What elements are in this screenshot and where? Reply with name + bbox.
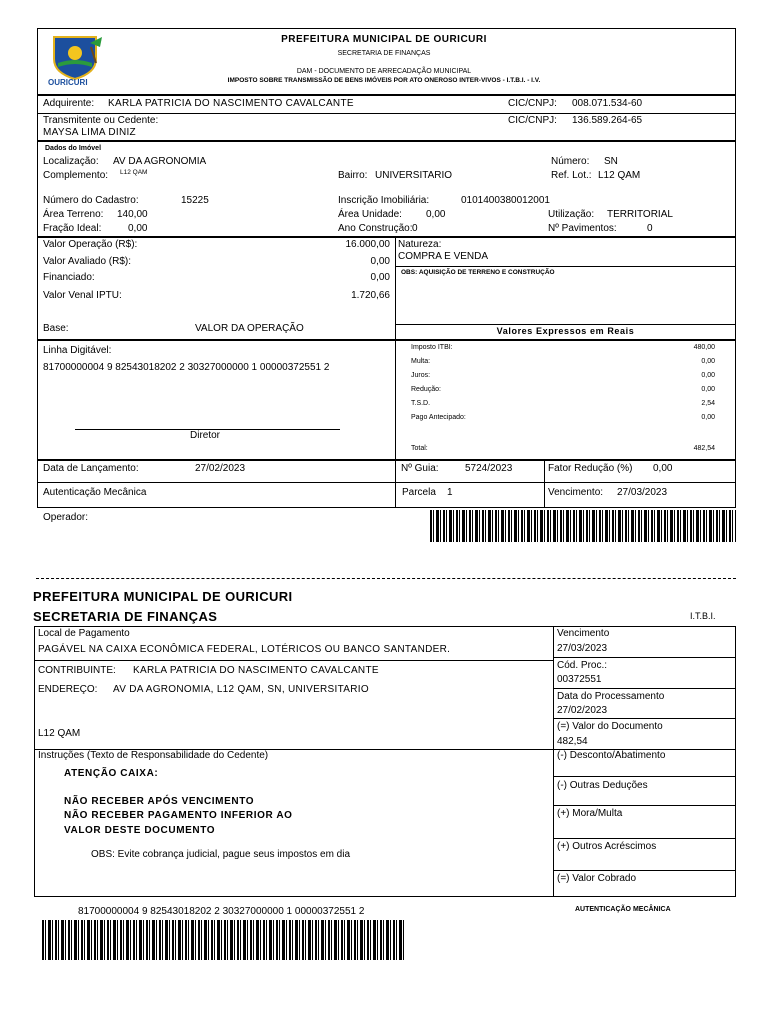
bairro-value: UNIVERSITARIO: [375, 170, 453, 181]
pavimentos-label: Nº Pavimentos:: [548, 223, 617, 234]
fator-label: Fator Redução (%): [548, 463, 633, 474]
slip-linha-digitavel: 81700000004 9 82543018202 2 30327000000 1 00000372551 2: [78, 906, 365, 917]
fracao-value: 0,00: [128, 223, 148, 234]
complemento-value: L12 QAM: [120, 169, 148, 176]
ano-value: 0: [412, 223, 418, 234]
venal-label: Valor Venal IPTU:: [43, 290, 122, 301]
slip-data-proc-value: 27/02/2023: [557, 705, 608, 716]
inscricao-value: 0101400380012001: [461, 195, 550, 206]
transmitente-label: Transmitente ou Cedente:: [43, 115, 159, 126]
tax-value-multa: 0,00: [701, 358, 715, 365]
natureza-label: Natureza:: [398, 239, 442, 250]
adquirente-label: Adquirente:: [43, 98, 95, 109]
localizacao-label: Localização:: [43, 156, 99, 167]
slip-cobrado: (=) Valor Cobrado: [557, 873, 637, 884]
ref-lot-value: L12 QAM: [598, 170, 641, 181]
numero-value: SN: [604, 156, 618, 167]
inscricao-label: Inscrição Imobiliária:: [338, 195, 430, 206]
tax-value-itbi: 480,00: [693, 344, 715, 351]
linha-label: Linha Digitável:: [43, 345, 112, 356]
tax-label-antecipado: Pago Antecipado:: [411, 414, 466, 421]
slip-deducoes: (-) Outras Deduções: [557, 780, 648, 791]
parcela-label: Parcela: [402, 487, 436, 498]
guia-value: 5724/2023: [465, 463, 513, 474]
slip-autenticacao: AUTENTICAÇÃO MECÂNICA: [575, 906, 671, 913]
obs-text: OBS: AQUISIÇÃO DE TERRENO E CONSTRUÇÃO: [401, 269, 555, 276]
tax-label-tsd: T.S.D.: [411, 400, 431, 407]
imovel-section-title: Dados do Imóvel: [45, 145, 102, 152]
valor-avaliado-label: Valor Avaliado (R$):: [43, 256, 132, 267]
area-unidade-value: 0,00: [426, 209, 446, 220]
valor-avaliado: 0,00: [370, 256, 390, 267]
valor-operacao-label: Valor Operação (R$):: [43, 239, 138, 250]
cut-line: [36, 578, 736, 579]
financiado-value: 0,00: [370, 272, 390, 283]
slip-nao-receber-1: NÃO RECEBER APÓS VENCIMENTO: [64, 796, 255, 807]
tax-label-itbi: Imposto ITBI:: [411, 344, 453, 351]
cadastro-label: Número do Cadastro:: [43, 195, 139, 206]
total-value: 482,54: [693, 445, 715, 452]
slip-valor-doc-value: 482,54: [557, 736, 588, 747]
linha-code: 81700000004 9 82543018202 2 30327000000 1 00000372551 2: [43, 362, 330, 373]
barcode-bottom: [42, 920, 404, 960]
numero-label: Número:: [551, 156, 590, 167]
tax-value-juros: 0,00: [701, 372, 715, 379]
logo-text: OURICURI: [48, 78, 88, 87]
municipality-title: PREFEITURA MUNICIPAL DE OURICURI: [281, 34, 487, 45]
slip-municipality: PREFEITURA MUNICIPAL DE OURICURI: [33, 589, 293, 604]
vencimento-label: Vencimento:: [548, 487, 604, 498]
slip-mora: (+) Mora/Multa: [557, 808, 623, 819]
slip-cod-label: Cód. Proc.:: [557, 660, 608, 671]
natureza-value: COMPRA E VENDA: [398, 251, 489, 262]
slip-contribuinte-label: CONTRIBUINTE:: [38, 665, 116, 676]
dam-subtitle: DAM - DOCUMENTO DE ARRECADAÇÃO MUNICIPAL: [296, 68, 472, 75]
adquirente-cpf: 008.071.534-60: [572, 98, 643, 109]
slip-local-label: Local de Pagamento: [38, 628, 130, 639]
ano-label: Ano Construção:: [338, 223, 413, 234]
fracao-label: Fração Ideal:: [43, 223, 102, 234]
slip-compl: L12 QAM: [38, 728, 81, 739]
parcela-value: 1: [447, 487, 453, 498]
autenticacao-label: Autenticação Mecânica: [43, 487, 147, 498]
secretariat-title: SECRETARIA DE FINANÇAS: [337, 50, 431, 57]
utilizacao-value: TERRITORIAL: [607, 209, 673, 220]
transmitente-cpf: 136.589.264-65: [572, 115, 643, 126]
area-terreno-label: Área Terreno:: [43, 209, 104, 220]
slip-nao-receber-2: NÃO RECEBER PAGAMENTO INFERIOR AO: [64, 810, 293, 821]
slip-obs: OBS: Evite cobrança judicial, pague seus impostos em dia: [91, 849, 351, 860]
slip-contribuinte-value: KARLA PATRICIA DO NASCIMENTO CAVALCANTE: [133, 665, 379, 676]
pavimentos-value: 0: [647, 223, 653, 234]
financiado-label: Financiado:: [43, 272, 95, 283]
valor-operacao: 16.000,00: [345, 239, 390, 250]
total-label: Total:: [411, 445, 428, 452]
slip-acrescimos: (+) Outros Acréscimos: [557, 841, 657, 852]
utilizacao-label: Utilização:: [548, 209, 595, 220]
cadastro-value: 15225: [181, 195, 209, 206]
slip-atencao: ATENÇÃO CAIXA:: [64, 768, 159, 779]
slip-venc-value: 27/03/2023: [557, 643, 608, 654]
valores-expressos-title: Valores Expressos em Reais: [496, 326, 635, 336]
diretor-label: Diretor: [190, 430, 221, 441]
tax-label-reducao: Redução:: [411, 386, 441, 393]
area-terreno-value: 140,00: [117, 209, 148, 220]
transmitente-cpf-label: CIC/CNPJ:: [508, 115, 557, 126]
lancamento-label: Data de Lançamento:: [43, 463, 139, 474]
bairro-label: Bairro:: [338, 170, 368, 181]
tax-label-juros: Juros:: [411, 372, 431, 379]
base-label: Base:: [43, 323, 69, 334]
fator-value: 0,00: [653, 463, 673, 474]
lancamento-value: 27/02/2023: [195, 463, 246, 474]
base-value: VALOR DA OPERAÇÃO: [195, 323, 304, 334]
slip-valor-doc-label: (=) Valor do Documento: [557, 721, 663, 732]
tax-label-multa: Multa:: [411, 358, 431, 365]
slip-itbi: I.T.B.I.: [690, 611, 716, 621]
complemento-label: Complemento:: [43, 170, 109, 181]
slip-secretariat: SECRETARIA DE FINANÇAS: [33, 609, 218, 624]
ref-lot-label: Ref. Lot.:: [551, 170, 592, 181]
guia-label: Nº Guia:: [401, 463, 439, 474]
tax-value-antecipado: 0,00: [701, 414, 715, 421]
slip-data-proc-label: Data do Processamento: [557, 691, 665, 702]
barcode-top: [430, 510, 736, 542]
slip-local-value: PAGÁVEL NA CAIXA ECONÔMICA FEDERAL, LOTÉRICOS OU BANCO SANTANDER.: [38, 644, 451, 655]
dam-tax-description: IMPOSTO SOBRE TRANSMISSÃO DE BENS IMÓVEIS POR ATO ONEROSO INTER-VIVOS - I.T.B.I. - I.V.: [227, 77, 541, 84]
venal-value: 1.720,66: [351, 290, 390, 301]
tax-value-reducao: 0,00: [701, 386, 715, 393]
slip-instrucoes: Instruções (Texto de Responsabilidade do Cedente): [38, 750, 269, 761]
slip-nao-receber-3: VALOR DESTE DOCUMENTO: [64, 825, 216, 836]
operador-label: Operador:: [43, 512, 89, 523]
slip-endereco-label: ENDEREÇO:: [38, 684, 98, 695]
slip-cod-value: 00372551: [557, 674, 602, 685]
slip-desconto: (-) Desconto/Abatimento: [557, 750, 666, 761]
vencimento-value: 27/03/2023: [617, 487, 668, 498]
localizacao-value: AV DA AGRONOMIA: [113, 156, 207, 167]
area-unidade-label: Área Unidade:: [338, 209, 402, 220]
tax-value-tsd: 2,54: [701, 400, 715, 407]
slip-venc-label: Vencimento: [557, 628, 610, 639]
transmitente-name: MAYSA LIMA DINIZ: [43, 127, 136, 138]
slip-endereco-value: AV DA AGRONOMIA, L12 QAM, SN, UNIVERSITARIO: [113, 684, 369, 695]
adquirente-cpf-label: CIC/CNPJ:: [508, 98, 557, 109]
adquirente-name: KARLA PATRICIA DO NASCIMENTO CAVALCANTE: [108, 98, 354, 109]
